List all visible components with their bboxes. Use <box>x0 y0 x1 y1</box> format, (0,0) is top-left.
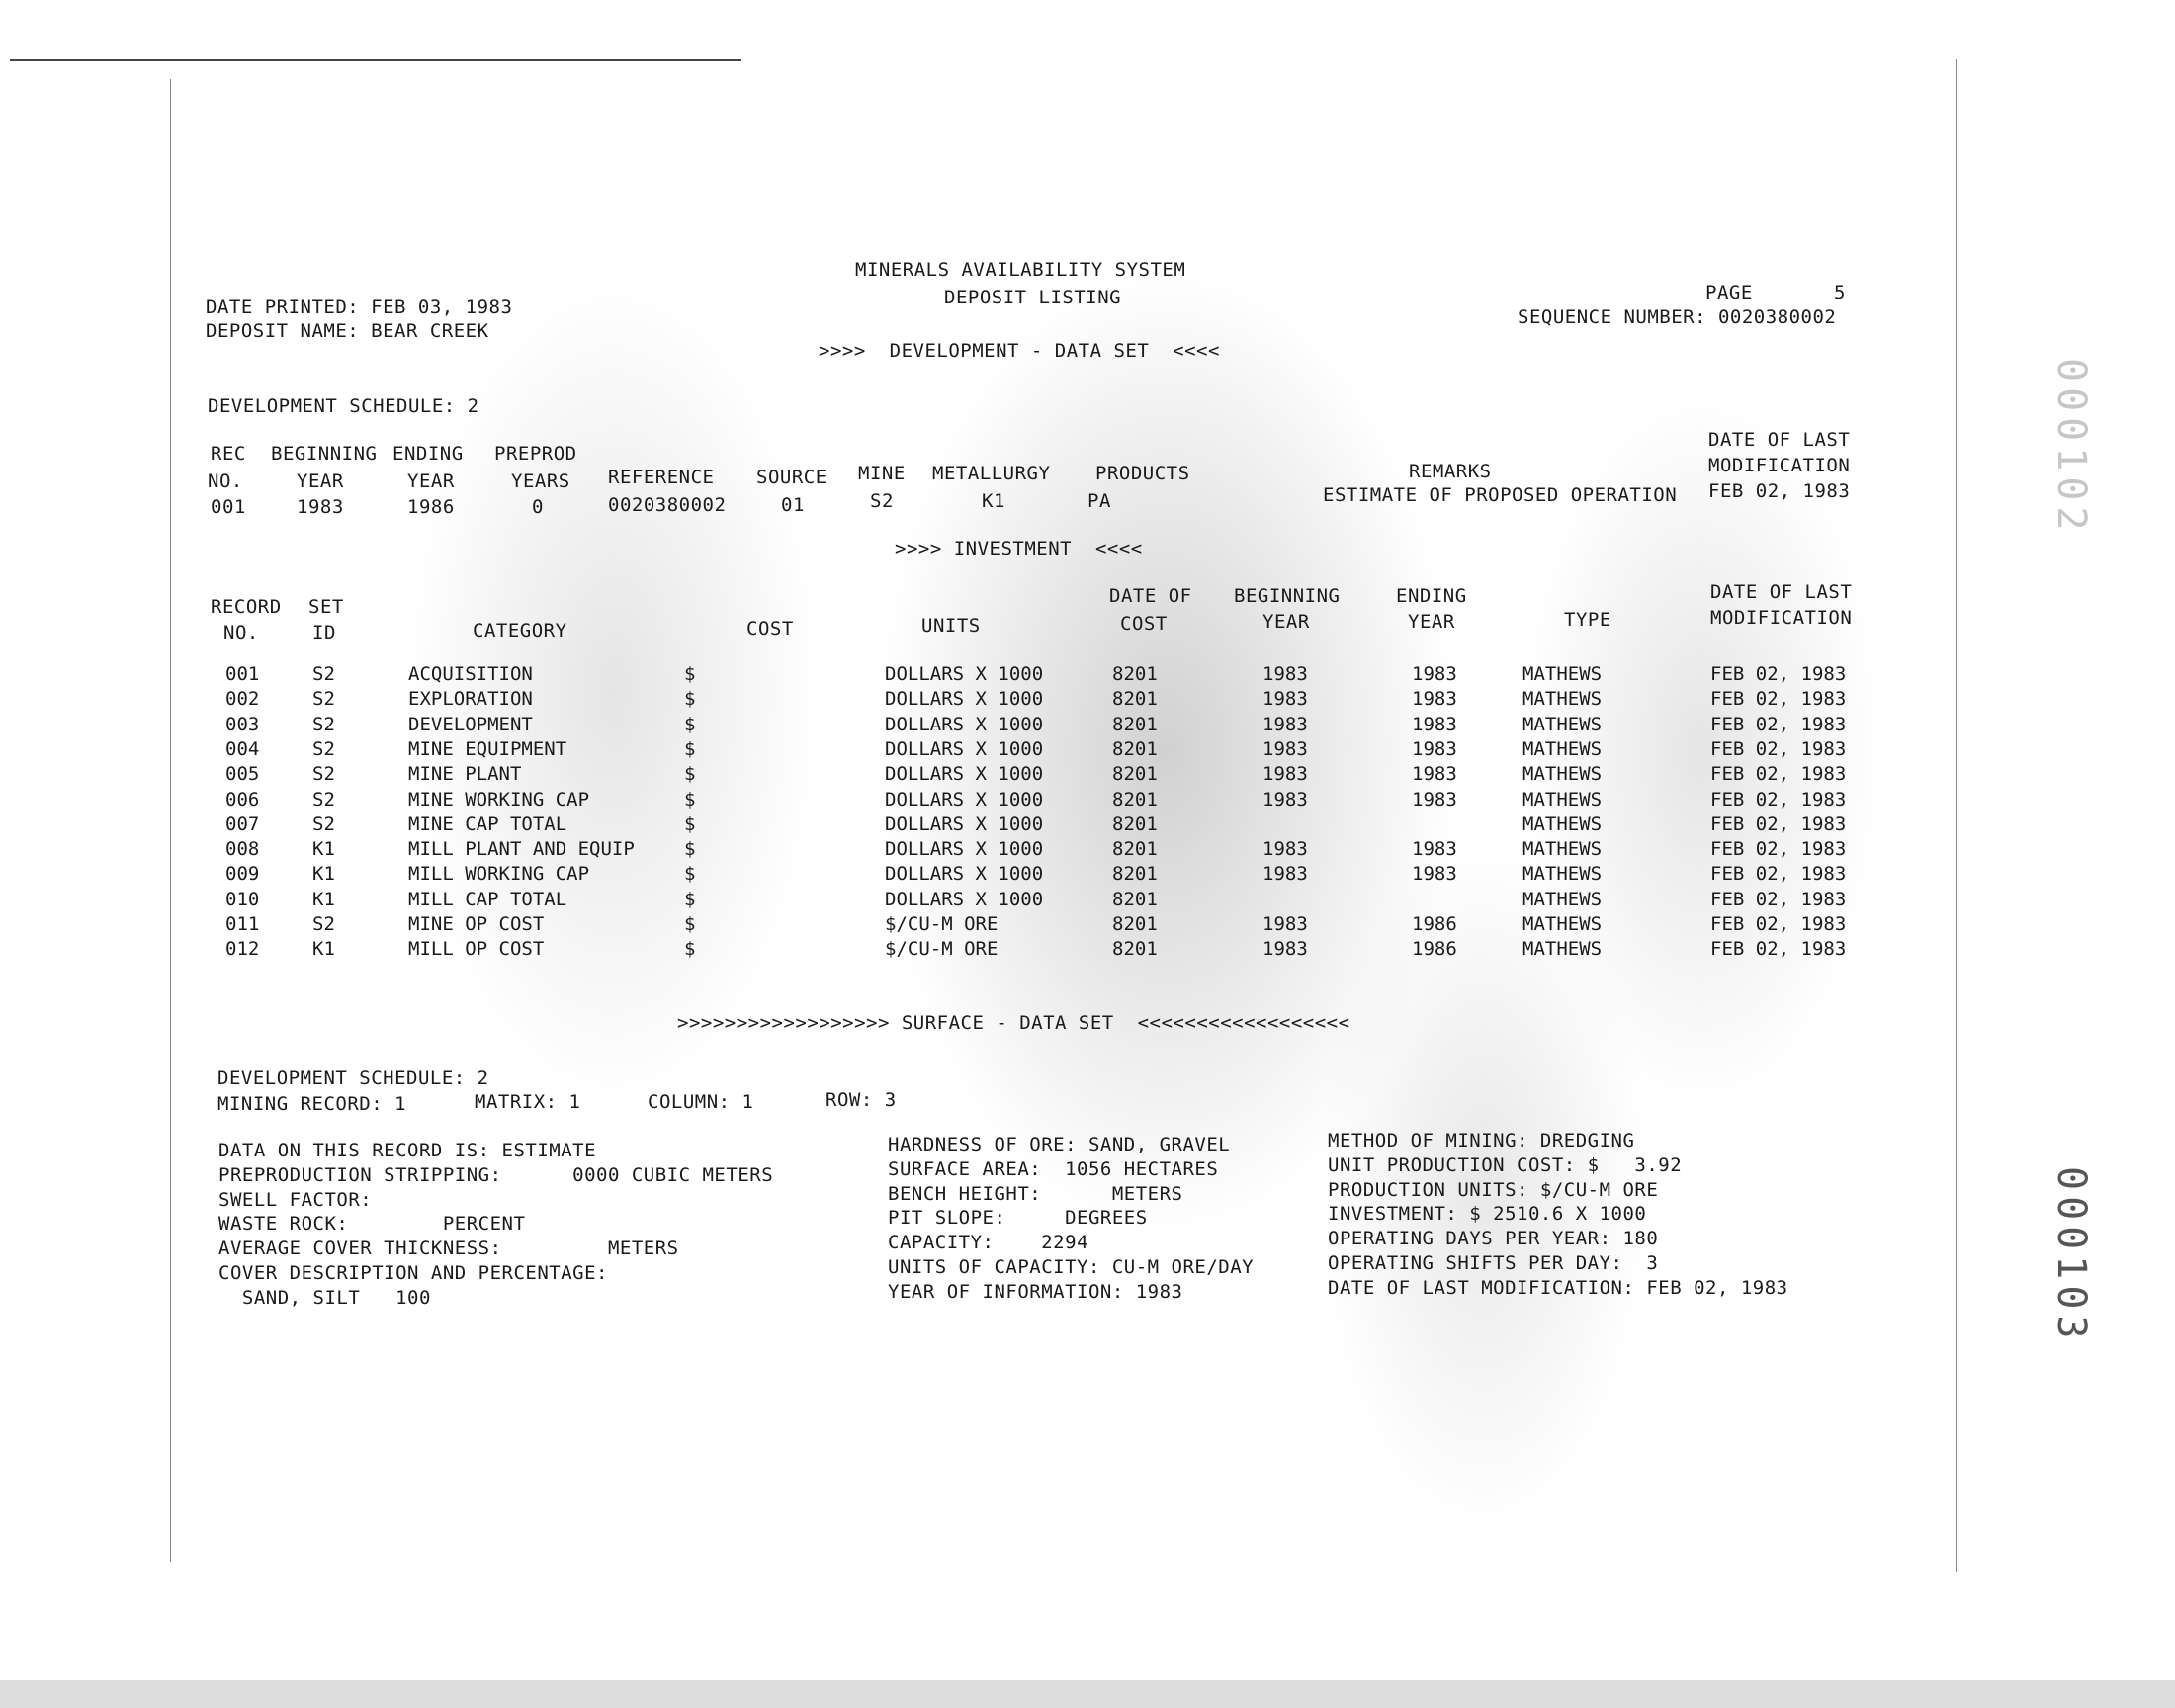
inv-ending-year: 1983 <box>1412 713 1457 735</box>
dev-preprod-years: 0 <box>532 496 544 518</box>
surface-right-line: DATE OF LAST MODIFICATION: FEB 02, 1983 <box>1328 1276 1788 1299</box>
inv-record-no: 002 <box>225 688 260 711</box>
page-number: 5 <box>1834 282 1846 303</box>
page-left-edge <box>170 79 171 1562</box>
inv-type: MATHEWS <box>1522 737 1603 760</box>
inv-set-id: S2 <box>312 763 335 786</box>
surface-left-line: WASTE ROCK: PERCENT <box>218 1213 526 1236</box>
inv-record-no: 003 <box>225 713 260 735</box>
inv-record-no: 010 <box>225 888 260 910</box>
inv-currency: $ <box>684 913 696 935</box>
inv-units: DOLLARS X 1000 <box>885 737 1044 760</box>
inv-col-beginning-year: YEAR <box>1262 611 1310 633</box>
dev-col-products: PRODUCTS <box>1095 463 1190 484</box>
inv-date-of-cost: 8201 <box>1112 788 1158 811</box>
inv-category: MILL PLANT AND EQUIP <box>408 838 635 861</box>
inv-record-no: 005 <box>225 763 260 786</box>
surface-middle-line: CAPACITY: 2294 <box>888 1232 1088 1254</box>
deposit-name: DEPOSIT NAME: BEAR CREEK <box>206 320 489 342</box>
inv-col-category: CATEGORY <box>473 620 567 641</box>
dev-col-mine: MINE <box>858 463 906 484</box>
inv-currency: $ <box>684 888 696 910</box>
dev-col-date-last: DATE OF LAST <box>1708 429 1851 451</box>
inv-currency: $ <box>684 663 696 685</box>
inv-record-no: 011 <box>225 913 260 935</box>
inv-set-id: K1 <box>312 938 335 961</box>
inv-col-modification: MODIFICATION <box>1710 607 1853 629</box>
inv-currency: $ <box>684 938 696 961</box>
inv-beginning-year: 1983 <box>1262 863 1308 886</box>
inv-set-id: K1 <box>312 888 335 910</box>
side-stamp-faded: 000102 <box>2048 358 2094 537</box>
inv-category: EXPLORATION <box>408 688 533 711</box>
surface-mining-record: MINING RECORD: 1 <box>218 1093 407 1115</box>
inv-beginning-year: 1983 <box>1262 838 1308 861</box>
inv-type: MATHEWS <box>1522 863 1603 886</box>
inv-category: MINE CAP TOTAL <box>408 812 567 835</box>
inv-type: MATHEWS <box>1522 788 1603 811</box>
inv-col-type: TYPE <box>1564 609 1611 631</box>
inv-type: MATHEWS <box>1522 888 1603 910</box>
surface-middle-line: SURFACE AREA: 1056 HECTARES <box>888 1157 1219 1180</box>
surface-middle-line: UNITS OF CAPACITY: CU-M ORE/DAY <box>888 1256 1255 1278</box>
inv-col-beginning: BEGINNING <box>1234 585 1341 607</box>
surface-middle-line: HARDNESS OF ORE: SAND, GRAVEL <box>888 1134 1231 1155</box>
date-printed: DATE PRINTED: FEB 03, 1983 <box>206 297 513 318</box>
surface-middle-line: YEAR OF INFORMATION: 1983 <box>888 1280 1183 1303</box>
inv-category: MILL WORKING CAP <box>408 863 590 886</box>
inv-col-cost: COST <box>746 618 794 640</box>
inv-date-last-mod: FEB 02, 1983 <box>1710 812 1847 835</box>
inv-col-no: NO. <box>223 622 259 643</box>
dev-col-rec: REC <box>211 443 246 465</box>
surface-section-title: >>>>>>>>>>>>>>>>>> SURFACE - DATA SET <<<<<<<<<<<<<<<<<< <box>677 1012 1350 1034</box>
inv-col-id: ID <box>312 622 336 643</box>
inv-record-no: 001 <box>225 663 260 685</box>
sequence-number: SEQUENCE NUMBER: 0020380002 <box>1518 306 1837 328</box>
inv-units: DOLLARS X 1000 <box>885 863 1044 886</box>
dev-col-beginning-year: YEAR <box>297 470 344 492</box>
inv-type: MATHEWS <box>1522 688 1603 711</box>
page-rule-line <box>10 59 741 61</box>
dev-metallurgy: K1 <box>982 490 1005 512</box>
surface-left-line: COVER DESCRIPTION AND PERCENTAGE: <box>218 1262 608 1284</box>
development-section-title: >>>> DEVELOPMENT - DATA SET <<<< <box>819 340 1220 362</box>
inv-type: MATHEWS <box>1522 763 1603 786</box>
inv-col-set: SET <box>308 596 344 618</box>
inv-date-of-cost: 8201 <box>1112 763 1158 786</box>
inv-set-id: S2 <box>312 663 335 685</box>
inv-date-last-mod: FEB 02, 1983 <box>1710 913 1847 935</box>
inv-currency: $ <box>684 737 696 760</box>
inv-date-last-mod: FEB 02, 1983 <box>1710 688 1847 711</box>
inv-type: MATHEWS <box>1522 663 1603 685</box>
dev-col-source: SOURCE <box>756 467 827 488</box>
surface-right-line: UNIT PRODUCTION COST: $ 3.92 <box>1328 1153 1683 1176</box>
inv-units: DOLLARS X 1000 <box>885 663 1044 685</box>
inv-currency: $ <box>684 788 696 811</box>
inv-col-units: UNITS <box>921 615 981 637</box>
dev-col-reference: REFERENCE <box>608 467 715 488</box>
inv-set-id: S2 <box>312 788 335 811</box>
inv-category: MINE WORKING CAP <box>408 788 590 811</box>
inv-record-no: 009 <box>225 863 260 886</box>
inv-record-no: 004 <box>225 737 260 760</box>
dev-col-metallurgy: METALLURGY <box>932 463 1051 484</box>
inv-beginning-year: 1983 <box>1262 788 1308 811</box>
inv-units: DOLLARS X 1000 <box>885 763 1044 786</box>
dev-source: 01 <box>781 494 805 516</box>
dev-col-ending-year: YEAR <box>407 470 455 492</box>
inv-type: MATHEWS <box>1522 913 1603 935</box>
dev-reference: 0020380002 <box>608 494 727 516</box>
inv-date-of-cost: 8201 <box>1112 838 1158 861</box>
inv-beginning-year: 1983 <box>1262 713 1308 735</box>
surface-row: ROW: 3 <box>826 1089 897 1111</box>
page-right-edge <box>1956 59 1957 1572</box>
inv-ending-year: 1983 <box>1412 688 1457 711</box>
side-stamp: 000103 <box>2048 1166 2094 1345</box>
inv-col-date-last: DATE OF LAST <box>1710 581 1853 603</box>
surface-right-line: OPERATING DAYS PER YEAR: 180 <box>1328 1228 1659 1250</box>
inv-beginning-year: 1983 <box>1262 938 1308 961</box>
inv-type: MATHEWS <box>1522 812 1603 835</box>
inv-currency: $ <box>684 763 696 786</box>
inv-date-last-mod: FEB 02, 1983 <box>1710 788 1847 811</box>
inv-ending-year: 1983 <box>1412 737 1457 760</box>
surface-schedule: DEVELOPMENT SCHEDULE: 2 <box>218 1068 489 1089</box>
development-schedule: DEVELOPMENT SCHEDULE: 2 <box>208 395 479 417</box>
dev-col-ending: ENDING <box>392 443 464 465</box>
inv-col-date-of: DATE OF <box>1109 585 1192 607</box>
dev-end-year: 1986 <box>407 496 455 518</box>
inv-date-last-mod: FEB 02, 1983 <box>1710 938 1847 961</box>
inv-date-last-mod: FEB 02, 1983 <box>1710 663 1847 685</box>
dev-col-modification: MODIFICATION <box>1708 455 1851 476</box>
inv-ending-year: 1983 <box>1412 663 1457 685</box>
dev-col-preprod-years: YEARS <box>511 470 570 492</box>
inv-col-ending: ENDING <box>1396 585 1467 607</box>
dev-mine: S2 <box>870 490 894 512</box>
dev-remarks: ESTIMATE OF PROPOSED OPERATION <box>1323 484 1678 506</box>
surface-left-line: PREPRODUCTION STRIPPING: 0000 CUBIC METERS <box>218 1163 774 1186</box>
inv-date-of-cost: 8201 <box>1112 663 1158 685</box>
scanner-bottom-strip <box>0 1680 2175 1708</box>
dev-date-last-mod: FEB 02, 1983 <box>1708 480 1851 502</box>
inv-units: $/CU-M ORE <box>885 913 999 935</box>
inv-set-id: S2 <box>312 713 335 735</box>
inv-ending-year: 1983 <box>1412 863 1457 886</box>
inv-record-no: 008 <box>225 838 260 861</box>
inv-currency: $ <box>684 838 696 861</box>
inv-currency: $ <box>684 812 696 835</box>
dev-rec-no: 001 <box>211 496 246 518</box>
surface-right-line: INVESTMENT: $ 2510.6 X 1000 <box>1328 1203 1647 1226</box>
surface-left-line: DATA ON THIS RECORD IS: ESTIMATE <box>218 1140 597 1161</box>
inv-col-ending-year: YEAR <box>1408 611 1455 633</box>
inv-set-id: S2 <box>312 812 335 835</box>
inv-category: MINE PLANT <box>408 763 522 786</box>
inv-category: MILL OP COST <box>408 938 545 961</box>
surface-column: COLUMN: 1 <box>648 1091 754 1113</box>
inv-set-id: K1 <box>312 863 335 886</box>
inv-date-last-mod: FEB 02, 1983 <box>1710 713 1847 735</box>
dev-col-beginning: BEGINNING <box>271 443 378 465</box>
inv-ending-year: 1986 <box>1412 913 1457 935</box>
page-label: PAGE <box>1705 282 1753 303</box>
inv-ending-year: 1983 <box>1412 788 1457 811</box>
inv-beginning-year: 1983 <box>1262 688 1308 711</box>
inv-units: DOLLARS X 1000 <box>885 688 1044 711</box>
inv-date-of-cost: 8201 <box>1112 913 1158 935</box>
inv-ending-year: 1983 <box>1412 763 1457 786</box>
surface-middle-line: BENCH HEIGHT: METERS <box>888 1182 1183 1205</box>
inv-units: DOLLARS X 1000 <box>885 788 1044 811</box>
inv-category: ACQUISITION <box>408 663 533 685</box>
dev-col-remarks: REMARKS <box>1409 461 1492 482</box>
inv-ending-year: 1986 <box>1412 938 1457 961</box>
inv-currency: $ <box>684 713 696 735</box>
inv-record-no: 006 <box>225 788 260 811</box>
dev-col-no: NO. <box>208 470 243 492</box>
inv-date-of-cost: 8201 <box>1112 888 1158 910</box>
inv-date-of-cost: 8201 <box>1112 737 1158 760</box>
dev-products: PA <box>1088 490 1111 512</box>
surface-right-line: METHOD OF MINING: DREDGING <box>1328 1130 1635 1152</box>
inv-units: DOLLARS X 1000 <box>885 888 1044 910</box>
surface-left-line: SAND, SILT 100 <box>218 1286 431 1309</box>
inv-col-date-cost: COST <box>1120 613 1168 635</box>
inv-col-record: RECORD <box>211 596 282 618</box>
investment-section-title: >>>> INVESTMENT <<<< <box>895 538 1143 559</box>
inv-beginning-year: 1983 <box>1262 913 1308 935</box>
inv-set-id: K1 <box>312 838 335 861</box>
surface-matrix: MATRIX: 1 <box>475 1091 581 1113</box>
surface-right-line: OPERATING SHIFTS PER DAY: 3 <box>1328 1252 1659 1274</box>
inv-beginning-year: 1983 <box>1262 763 1308 786</box>
inv-type: MATHEWS <box>1522 713 1603 735</box>
inv-beginning-year: 1983 <box>1262 663 1308 685</box>
listing-title: DEPOSIT LISTING <box>944 287 1122 308</box>
inv-currency: $ <box>684 863 696 886</box>
inv-date-of-cost: 8201 <box>1112 812 1158 835</box>
inv-type: MATHEWS <box>1522 938 1603 961</box>
inv-record-no: 012 <box>225 938 260 961</box>
dev-begin-year: 1983 <box>297 496 344 518</box>
inv-date-last-mod: FEB 02, 1983 <box>1710 888 1847 910</box>
inv-category: MILL CAP TOTAL <box>408 888 567 910</box>
inv-currency: $ <box>684 688 696 711</box>
inv-category: DEVELOPMENT <box>408 713 533 735</box>
inv-date-last-mod: FEB 02, 1983 <box>1710 763 1847 786</box>
inv-units: DOLLARS X 1000 <box>885 713 1044 735</box>
system-title: MINERALS AVAILABILITY SYSTEM <box>855 259 1186 281</box>
inv-set-id: S2 <box>312 913 335 935</box>
inv-date-last-mod: FEB 02, 1983 <box>1710 838 1847 861</box>
inv-category: MINE EQUIPMENT <box>408 737 567 760</box>
inv-date-of-cost: 8201 <box>1112 713 1158 735</box>
inv-date-last-mod: FEB 02, 1983 <box>1710 737 1847 760</box>
inv-ending-year: 1983 <box>1412 838 1457 861</box>
inv-record-no: 007 <box>225 812 260 835</box>
inv-date-of-cost: 8201 <box>1112 688 1158 711</box>
surface-middle-line: PIT SLOPE: DEGREES <box>888 1207 1148 1230</box>
surface-right-line: PRODUCTION UNITS: $/CU-M ORE <box>1328 1178 1659 1201</box>
dev-col-preprod: PREPROD <box>494 443 577 465</box>
inv-set-id: S2 <box>312 688 335 711</box>
inv-category: MINE OP COST <box>408 913 545 935</box>
surface-left-line: AVERAGE COVER THICKNESS: METERS <box>218 1238 679 1260</box>
inv-date-last-mod: FEB 02, 1983 <box>1710 863 1847 886</box>
inv-beginning-year: 1983 <box>1262 737 1308 760</box>
inv-units: $/CU-M ORE <box>885 938 999 961</box>
surface-left-line: SWELL FACTOR: <box>218 1188 373 1211</box>
inv-date-of-cost: 8201 <box>1112 938 1158 961</box>
inv-date-of-cost: 8201 <box>1112 863 1158 886</box>
inv-type: MATHEWS <box>1522 838 1603 861</box>
inv-set-id: S2 <box>312 737 335 760</box>
inv-units: DOLLARS X 1000 <box>885 812 1044 835</box>
inv-units: DOLLARS X 1000 <box>885 838 1044 861</box>
